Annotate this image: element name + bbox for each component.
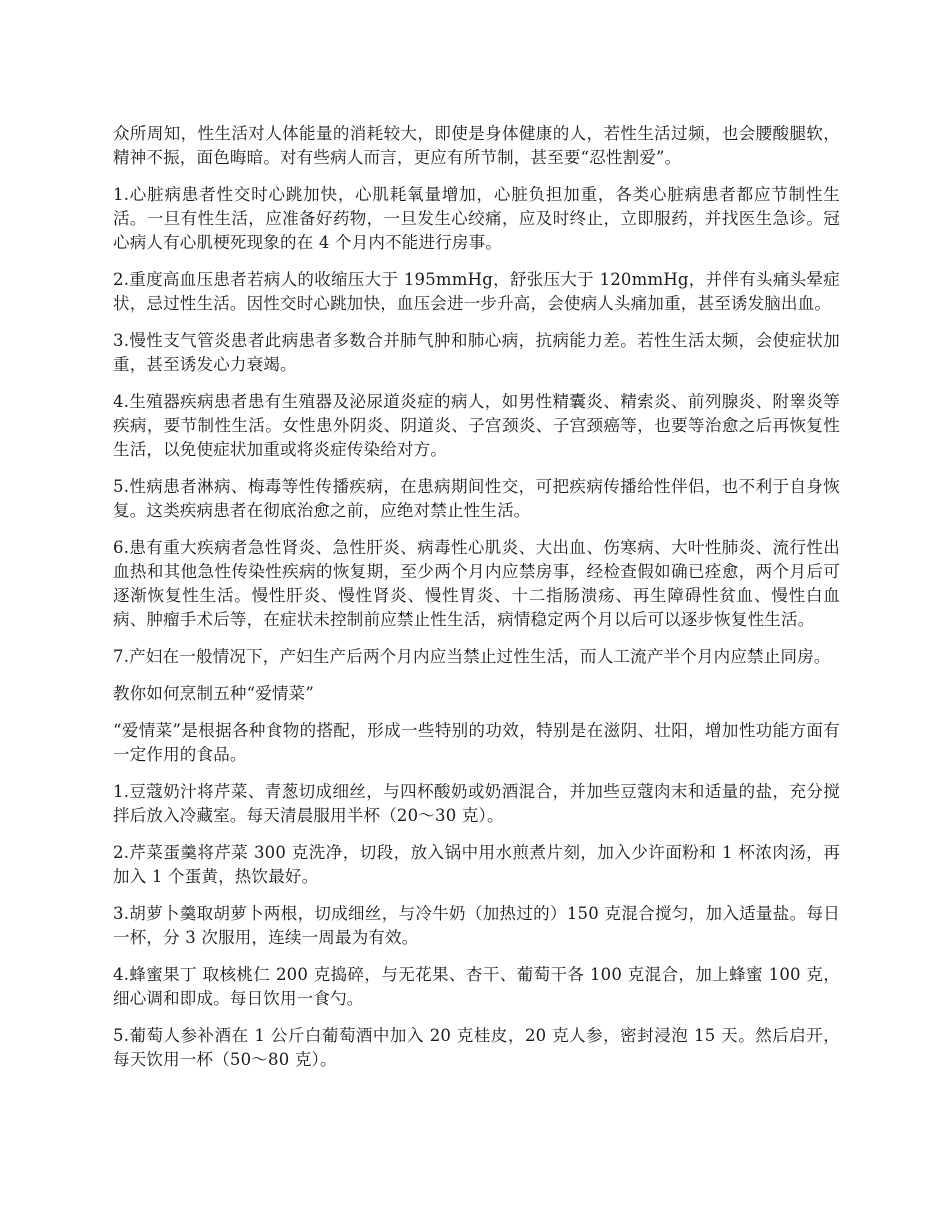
paragraph-postpartum: 7.产妇在一般情况下，产妇生产后两个月内应当禁止过性生活，而人工流产半个月内应禁止同房。 (113, 647, 831, 666)
recipe-grape-ginseng-wine: 5.葡萄人参补酒在 1 公斤白葡萄酒中加入 20 克桂皮，20 克人参，密封浸泡 15 天。然后启开，每天饮用一杯（50～80 克）。 (113, 1026, 840, 1069)
paragraph-love-dishes-intro: “爱情菜”是根据各种食物的搭配，形成一些特别的功效，特别是在滋阴、壮阳，增加性功能方面有一定作用的食品。 (113, 721, 840, 764)
paragraph-hypertension: 2.重度高血压患者若病人的收缩压大于 195mmHg，舒张压大于 120mmHg，并伴有头痛头晕症状，忌过性生活。因性交时心跳加快，血压会进一步升高，会使病人头痛加重，甚至诱发脑出血。 (113, 270, 840, 313)
intro-paragraph: 众所周知，性生活对人体能量的消耗较大，即使是身体健康的人，若性生活过频，也会腰酸腿软，精神不振，面色晦暗。对有些病人而言，更应有所节制，甚至要“忍性割爱”。 (113, 124, 840, 167)
paragraph-std: 5.性病患者淋病、梅毒等性传播疾病，在患病期间性交，可把疾病传播给性伴侣，也不利于自身恢复。这类疾病患者在彻底治愈之前，应绝对禁止性生活。 (113, 477, 840, 520)
recipe-carrot-soup: 3.胡萝卜羹取胡萝卜两根，切成细丝，与冷牛奶（加热过的）150 克混合搅匀，加入适量盐。每日一杯，分 3 次服用，连续一周最为有效。 (113, 904, 840, 947)
paragraph-heart-disease: 1.心脏病患者性交时心跳加快，心肌耗氧量增加，心脏负担加重，各类心脏病患者都应节制性生活。一旦有性生活，应准备好药物，一旦发生心绞痛，应及时终止，立即服药，并找医生急诊。冠心病人有心肌梗死现象的在 4 个月内不能进行房事。 (113, 185, 840, 252)
paragraph-genital-disease: 4.生殖器疾病患者患有生殖器及泌尿道炎症的病人，如男性精囊炎、精索炎、前列腺炎、附睾炎等疾病，要节制性生活。女性患外阴炎、阴道炎、子宫颈炎、子宫颈癌等，也要等治愈之后再恢复性生活，以免使症状加重或将炎症传染给对方。 (113, 392, 840, 459)
paragraph-major-illness: 6.患有重大疾病者急性肾炎、急性肝炎、病毒性心肌炎、大出血、伤寒病、大叶性肺炎、流行性出血热和其他急性传染性疾病的恢复期，至少两个月内应禁房事，经检查假如确已痊愈，两个月后可逐渐恢复性生活。慢性肝炎、慢性肾炎、慢性胃炎、十二指肠溃疡、再生障碍性贫血、慢性白血病、肿瘤手术后等，在症状未控制前应禁止性生活，病情稳定两个月以后可以逐步恢复性生活。 (113, 538, 840, 629)
paragraph-bronchitis: 3.慢性支气管炎患者此病患者多数合并肺气肿和肺心病，抗病能力差。若性生活太频，会使症状加重，甚至诱发心力衰竭。 (113, 331, 840, 374)
recipe-honey-fruit: 4.蜂蜜果丁 取核桃仁 200 克捣碎，与无花果、杏干、葡萄干各 100 克混合，加上蜂蜜 100 克，细心调和即成。每日饮用一食勺。 (113, 965, 840, 1008)
recipe-nutmeg-milk: 1.豆蔻奶汁将芹菜、青葱切成细丝，与四杯酸奶或奶酒混合，并加些豆蔻肉末和适量的盐，充分搅拌后放入冷藏室。每天清晨服用半杯（20～30 克）。 (113, 782, 840, 825)
document-body (113, 122, 840, 1085)
recipe-celery-egg-soup: 2.芹菜蛋羹将芹菜 300 克洗净，切段，放入锅中用水煎煮片刻，加入少许面粉和 1 杯浓肉汤，再加入 1 个蛋黄，热饮最好。 (113, 843, 840, 886)
section-heading-love-dishes: 教你如何烹制五种“爱情菜” (113, 684, 314, 703)
